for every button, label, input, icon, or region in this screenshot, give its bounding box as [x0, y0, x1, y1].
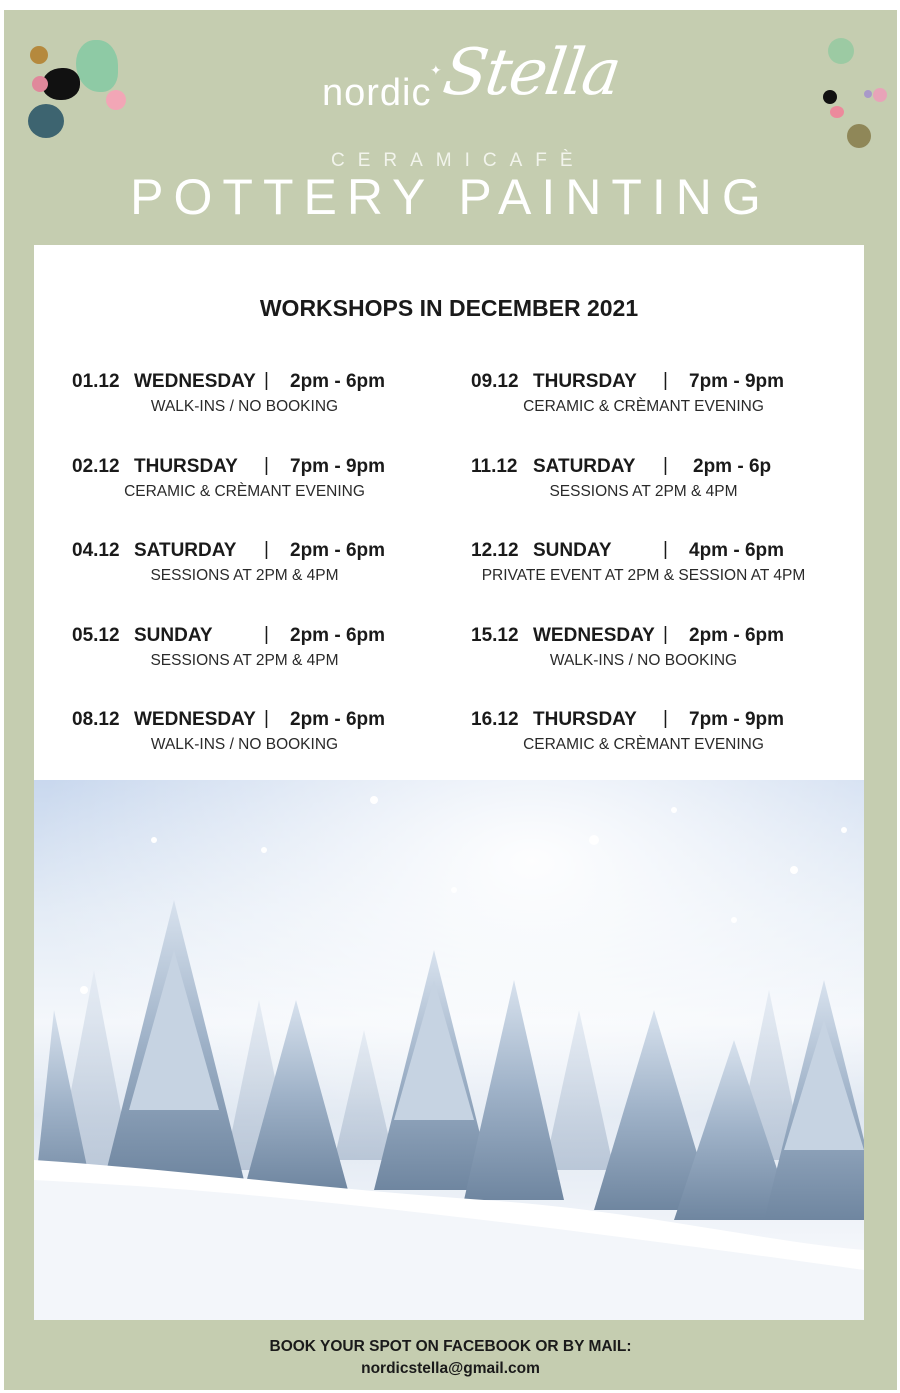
list-item [72, 456, 432, 541]
entry-time: 4pm - 6pm [689, 540, 785, 561]
entry-time: 7pm - 9pm [689, 709, 785, 730]
schedule-column-left [72, 371, 432, 794]
entry-day: SUNDAY [134, 624, 213, 646]
entry-date: 16.12 [471, 709, 519, 730]
schedule-column-right [471, 371, 831, 794]
entry-separator: | [663, 454, 668, 476]
entry-day: SUNDAY [533, 540, 612, 561]
list-item [471, 371, 831, 456]
list-item [471, 625, 831, 710]
entry-time: 7pm - 9pm [689, 371, 785, 392]
entry-time: 7pm - 9pm [290, 455, 386, 477]
snowy-forest-illustration [34, 780, 864, 1320]
entry-separator: | [663, 370, 668, 391]
poster [4, 10, 897, 1390]
schedule-card [34, 245, 864, 780]
list-item [72, 540, 432, 625]
entry-date: 09.12 [471, 371, 519, 392]
entry-day: SATURDAY [533, 455, 636, 477]
entry-note: CERAMIC & CRÈMANT EVENING [124, 482, 365, 500]
list-item [471, 540, 831, 625]
page-title: POTTERY PAINTING [130, 169, 771, 225]
entry-note: WALK-INS / NO BOOKING [549, 651, 738, 669]
entry-date: 05.12 [72, 624, 120, 646]
entry-time: 2pm - 6pm [290, 624, 386, 646]
entry-date: 15.12 [471, 624, 519, 646]
entry-date: 04.12 [72, 540, 120, 561]
entry-separator: | [663, 708, 668, 729]
entry-note: PRIVATE EVENT AT 2PM & SESSION AT 4PM [481, 567, 806, 584]
entry-separator: | [264, 370, 269, 391]
entry-separator: | [663, 539, 668, 560]
entry-date: 02.12 [72, 455, 120, 477]
schedule-title: WORKSHOPS IN DECEMBER 2021 [259, 295, 639, 321]
entry-time: 2pm - 6pm [290, 709, 386, 730]
entry-note: SESSIONS AT 2PM & 4PM [150, 567, 339, 584]
brand-logo [4, 32, 897, 171]
list-item [471, 456, 831, 541]
entry-time: 2pm - 6p [693, 455, 772, 477]
entry-day: SATURDAY [134, 540, 237, 561]
entry-day: THURSDAY [533, 709, 637, 730]
entry-date: 08.12 [72, 709, 120, 730]
entry-time: 2pm - 6pm [290, 540, 386, 561]
logo-tagline: CERAMICAFÈ [331, 150, 586, 171]
footer [4, 1336, 897, 1380]
splatter-dot [847, 124, 871, 148]
entry-separator: | [264, 539, 269, 560]
entry-date: 01.12 [72, 371, 120, 392]
entry-note: WALK-INS / NO BOOKING [150, 736, 339, 753]
entry-separator: | [264, 454, 269, 476]
entry-day: WEDNESDAY [134, 709, 256, 730]
star-icon: ✦ [430, 62, 442, 78]
entry-day: THURSDAY [134, 455, 238, 477]
entry-separator: | [663, 623, 668, 645]
contact-email[interactable]: nordicstella@gmail.com [361, 1360, 540, 1377]
logo-wordmark-stella: Stella [438, 36, 624, 110]
entry-note: CERAMIC & CRÈMANT EVENING [523, 398, 764, 415]
entry-day: WEDNESDAY [134, 371, 256, 392]
entry-note: WALK-INS / NO BOOKING [150, 398, 339, 415]
list-item [72, 625, 432, 710]
entry-note: SESSIONS AT 2PM & 4PM [549, 482, 738, 500]
winter-forest-image [34, 780, 864, 1320]
logo-wordmark-nordic: nordic [322, 72, 432, 114]
list-item [72, 371, 432, 456]
entry-date: 12.12 [471, 540, 519, 561]
entry-day: WEDNESDAY [533, 624, 655, 646]
booking-instruction: BOOK YOUR SPOT ON FACEBOOK OR BY MAIL: [269, 1338, 632, 1355]
entry-separator: | [264, 708, 269, 729]
entry-date: 11.12 [471, 455, 518, 477]
entry-separator: | [264, 623, 269, 645]
entry-note: SESSIONS AT 2PM & 4PM [150, 651, 339, 669]
entry-note: CERAMIC & CRÈMANT EVENING [523, 736, 764, 753]
entry-time: 2pm - 6pm [689, 624, 785, 646]
entry-time: 2pm - 6pm [290, 371, 386, 392]
entry-day: THURSDAY [533, 371, 637, 392]
